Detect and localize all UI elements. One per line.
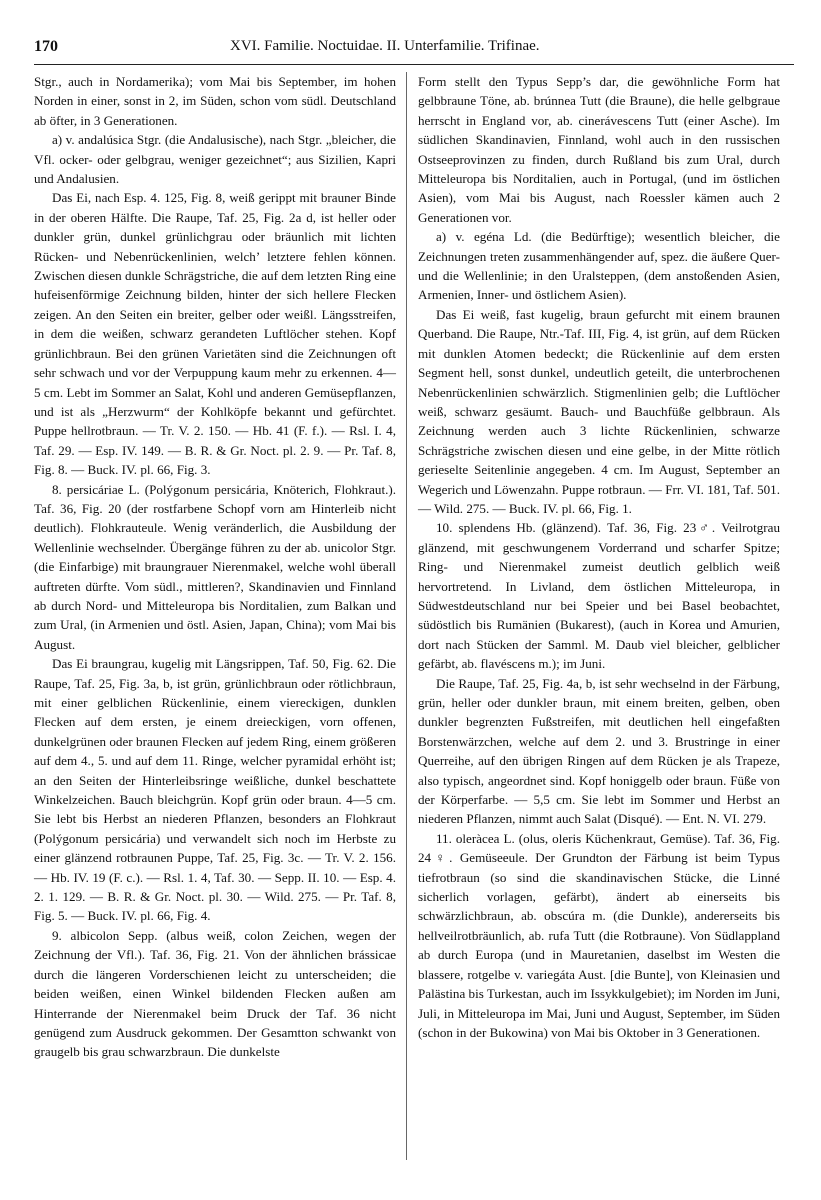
paragraph: Stgr., auch in Nordamerika); vom Mai bis September, im hohen Norden in einer, sonst in 2, im Süden, schon vom südl. Deutschland ab öfter, in 3 Generationen.: [34, 74, 396, 128]
paragraph: Das Ei braungrau, kugelig mit Längsrippen, Taf. 50, Fig. 62. Die Raupe, Taf. 25, Fig. 3a, b, ist grün, grünlichbraun oder rötlichbraun, mit einer gelblichen Rückenlinie, einem viereckigen, dunklen Flecken auf dem ersten, je einem dreieckigen, vorn offenen, dunkelgrünen oder braunen Flecken auf jedem Ring, einem größeren auf dem 4., 5. und auf dem 11. Ringe, welcher pyramidal erhöht ist; an den Seiten der Hinterleibsringe weißliche, dunkel beschattete Winkelzeichen. Bauch bleichgrün. Kopf grün oder braun. 4—5 cm. Sie lebt bis Herbst an niederen Pflanzen, besonders an Flohkraut (Polýgonum persicária) und verwandelt sich noch im Herbste zu einer glänzend rotbraunen Puppe, Taf. 25, Fig. 3c. — Tr. V. 2. 156. — Hb. IV. 19 (F. c.). — Rsl. 1. 4, Taf. 30. — Sepp. II. 10. — Esp. 4. 2. 1. 129. — B. R. & Gr. Noct. pl. 30. — Wild. 275. — Pr. Taf. 8, Fig. 5. — Buck. IV. pl. 66, Fig. 4.: [34, 656, 396, 924]
running-header: [34, 38, 794, 60]
page-number: 170: [34, 38, 58, 55]
paragraph: a) v. andalúsica Stgr. (die Andalusische), nach Stgr. „bleicher, die Vfl. ocker- oder gelbgrau, weniger gezeichnet“; aus Sizilien, Kapri und Andalusien.: [34, 132, 396, 187]
paragraph: Die Raupe, Taf. 25, Fig. 4a, b, ist sehr wechselnd in der Färbung, grün, heller oder dunkler braun, mit einem breiten, gelben, oben dunkler begrenzten Fußstreifen, mit deutlichen hell eingefaßten Borstenwärzchen, welche auf dem 2. und 3. Brustringe in einer Querreihe, auf den übrigen Ringen auf dem Rücken je als Trapeze, also typisch, angeordnet sind. Kopf honiggelb oder braun. Füße von der Körperfarbe. — 5,5 cm. Sie lebt im Sommer und Herbst an niederen Pflanzen, nimmt auch Salat (Disqué). — Ent. N. VI. 279.: [418, 675, 780, 827]
paragraph: Das Ei, nach Esp. 4. 125, Fig. 8, weiß gerippt mit brauner Binde in der oberen Hälfte. Die Raupe, Taf. 25, Fig. 2a d, ist heller oder dunkler grün, dunkel grünlichgrau oder bräunlich mit lichten Rücken- und Nebenrückenlinien, welch’ letztere fehlen können. Zwischen diesen dunkle Schrägstriche, die auf dem letzten Ring eine hufeisenförmige Zeichnung bilden, hinter der sich hellere Flecken zeigen. An den Seiten ein breiter, gelber oder weißl. Längsstreifen, in dem die weißen, schwarz gerandeten Luftlöcher stehen. Kopf grünlichbraun. Bei den grünen Varietäten sind die Zeichnungen oft sehr schwach und vor der Verpuppung kaum mehr zu erkennen. 4—5 cm. Lebt im Sommer an Salat, Kohl und anderen Gemüsepflanzen, und ist als „Herzwurm“ der Kohlköpfe bekannt und gefürchtet. Puppe hellrotbraun. — Tr. V. 2. 150. — Hb. 41 (F. f.). — Rsl. I. 4, Taf. 29. — Esp. IV. 149. — B. R. & Gr. Noct. pl. 2. 9. — Pr. Taf. 8, Fig. 8. — Buck. IV. pl. 66, Fig. 3.: [34, 190, 396, 478]
paragraph: 8. persicáriae L. (Polýgonum persicária, Knöterich, Flohkraut.). Taf. 36, Fig. 20 (der rostfarbene Schopf vorn am Hinterleib nicht deutlich). Flohkrauteule. Wenig veränderlich, die Ausbildung der Wellenlinie wechselnder. Übergänge führen zu der ab. unicolor Stgr. (die Einfarbige) mit braungrauer Nierenmakel, welche wohl überall auftreten dürfte. Vom südl., mittleren?, Skandinavien und Finnland ab durch Nord- und Mitteleuropa bis Norditalien, zum Balkan und zum Ural, (in Armenien und östl. Asien, Japan, China); vom Mai bis August.: [34, 481, 396, 652]
paragraph: 9. albicolon Sepp. (albus weiß, colon Zeichen, wegen der Zeichnung der Vfl.). Taf. 36, Fig. 21. Von der ähnlichen brássicae durch die längeren Vorderschienen leicht zu unterscheiden; die beiden weißen, einen Winkel bildenden Flecken außen am Hinterrande der Nierenmakel beim Druck der Taf. 36 nicht genügend zum Ausdruck gekommen. Der Gesamtton schwankt von graugelb bis grau schwarzbraun. Die dunkelste: [34, 927, 396, 1060]
paragraph: Form stellt den Typus Sepp’s dar, die gewöhnliche Form hat gelbbraune Töne, ab. brúnnea Tutt (die Braune), die helle gelbgraue herrscht in England vor, ab. cinerávescens Tutt (einer Asche). Im südlichen Skandinavien, Finnland, wohl auch in den russischen Ostseeprovinzen zu finden, durch Rußland bis zum Ural, durch Mitteleuropa bis Norditalien, auch in Portugal, (und im östlichen Asien), vom Mai bis August, nach Roessler kämen auch 2 Generationen vor.: [418, 74, 780, 225]
paragraph: 10. splendens Hb. (glänzend). Taf. 36, Fig. 23♂. Veilrotgrau glänzend, mit geschwungenem Vorderrand und scharfer Spitze; Ring- und Nierenmakel zumeist deutlich gelblich weiß hervortretend. In Livland, dem östlichen Mitteleuropa, in Südwestdeutschland nur bei Speier und bei Basel beobachtet, südöstlich bis Rumänien (Bukarest), (auch in Korea und Amurien, dort nach Stücken der Samml. M. Daub viel bleicher, gelblicher gefärbt, ab. flavéscens m.); im Juni.: [418, 520, 780, 672]
left-column: [34, 72, 396, 1062]
column-separator: [406, 72, 407, 1160]
right-column: [418, 72, 780, 1042]
paragraph: 11. oleràcea L. (olus, oleris Küchenkraut, Gemüse). Taf. 36, Fig. 24♀. Gemüseeule. Der Grundton der Färbung ist beim Typus tiefrotbraun (so sind die skandinavischen Stücke, die Linné sicherlich vorlagen, gefärbt), ändert ab einerseits bis schwärzlichbraun, ab. obscúra m. (die Dunkle), andererseits bis hellveilrotbräunlich, ab. rufa Tutt (die Rotbraune). Von Südlappland ab durch Europa (und in Mauretanien, daselbst im Westen die blassere, rotgelbe v. variegáta Aust. [die Bunte], von Kleinasien und Palästina bis Turkestan, auch im Issykkulgebiet); im Norden im Juni, Juli, in Mitteleuropa im Mai, Juni und August, September, im Süden (schon in der Bukowina) von Mai bis Oktober in 3 Generationen.: [418, 830, 780, 1040]
header-rule: [34, 64, 794, 65]
paragraph: a) v. egéna Ld. (die Bedürftige); wesentlich bleicher, die Zeichnungen treten zusammenhängender auf, spez. die äußere Quer- und die Wellenlinie; in den Uralsteppen, (dem anstoßenden Asien, Armenien, Inner- und östlichem Asien).: [418, 229, 780, 303]
paragraph: Das Ei weiß, fast kugelig, braun gefurcht mit einem braunen Querband. Die Raupe, Ntr.-Taf. III, Fig. 4, ist grün, auf dem Rücken mit dunklen Atomen bedeckt; die Rückenlinie auf dem ersten Segment hell, sonst dunkel, undeutlich geteilt, die unterbrochenen Nebenrückenlinien schwärzlich. Stigmenlinien gelb; die Luftlöcher weiß, schwarz gesäumt. Bauch- und Bauchfüße gelbbraun. Als Zeichnung werden auch 3 lichte Rückenlinien, schwarze Schrägstriche zwischen diesen und eine gelbe, in der Mitte rötlich gerieselte Seitenlinie angegeben. 4 cm. Im August, September an Wegerich und Löwenzahn. Puppe rotbraun. — Frr. VI. 181, Taf. 501. — Wild. 275. — Buck. IV. pl. 66, Fig. 1.: [418, 306, 780, 516]
header-title: XVI. Familie. Noctuidae. II. Unterfamilie. Trifinae.: [230, 38, 540, 54]
